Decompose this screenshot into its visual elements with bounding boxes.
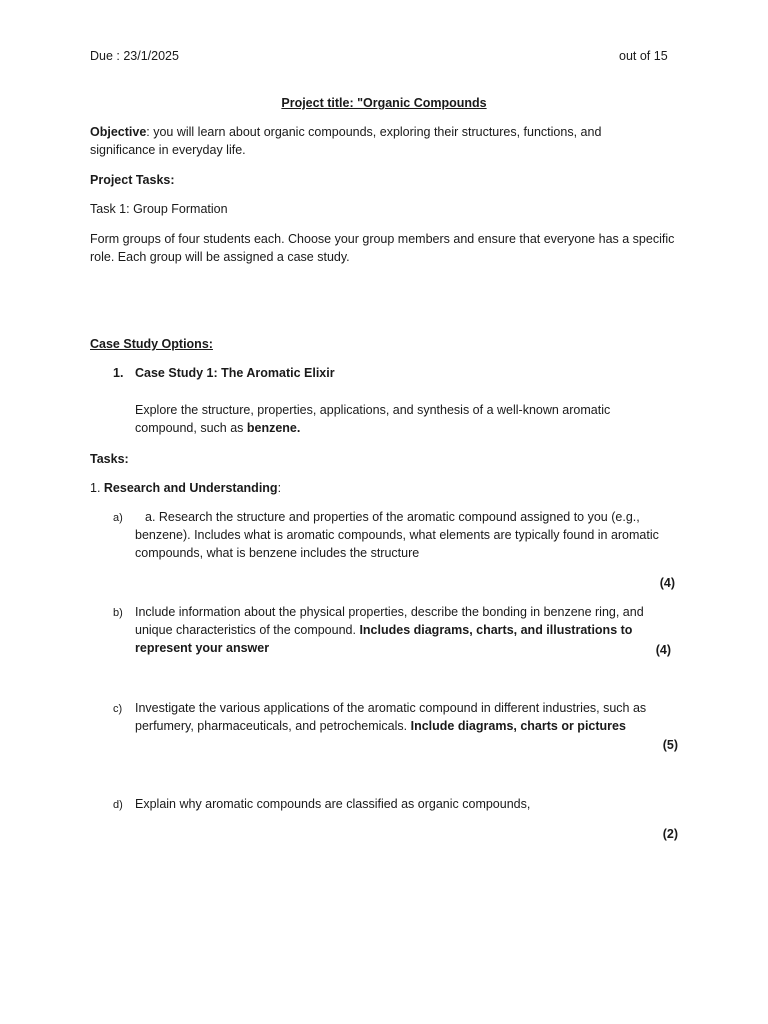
item-a-label: a) — [113, 512, 123, 524]
research-title: Research and Understanding — [103, 481, 278, 495]
item-d-marks: (2) — [662, 827, 678, 841]
research-number: 1. — [90, 481, 104, 495]
objective-paragraph — [90, 123, 630, 159]
item-d-label: d) — [113, 799, 123, 811]
item-b-label: b) — [113, 607, 123, 619]
case-study-number: 1. — [113, 366, 124, 380]
due-date: Due : 23/1/2025 — [90, 49, 179, 63]
research-colon: : — [277, 481, 282, 495]
total-marks: out of 15 — [619, 49, 668, 63]
task1-heading: Task 1: Group Formation — [90, 202, 228, 216]
research-heading — [90, 479, 281, 497]
item-c-label: c) — [113, 703, 123, 715]
item-a-text: a. Research the structure and properties of the aromatic compound assigned to you (e.g., benzene). Includes what is aromatic compounds, what elements are typically found in aromatic compounds, what is benzene includes the structure — [135, 510, 659, 560]
item-c-text — [135, 699, 663, 735]
task1-text: Form groups of four students each. Choose your group members and ensure that everyone has a specific role. Each group will be assigned a case study. — [90, 232, 675, 264]
item-b-text-plain: Include information about the physical properties, describe the bonding in benzene ring, and unique characteristics of the compound. — [135, 605, 644, 637]
case-study-compound: benzene. — [246, 421, 301, 435]
item-c-text-plain: Investigate the various applications of the aromatic compound in different industries, such as perfumery, pharmaceuticals, and petrochemicals. — [135, 701, 647, 733]
item-d-text: Explain why aromatic compounds are classified as organic compounds, — [135, 797, 531, 811]
objective-text: : you will learn about organic compounds, exploring their structures, functions, and significance in everyday life. — [90, 125, 602, 157]
item-c-text-bold: Include diagrams, charts or pictures — [410, 719, 626, 733]
item-b-marks: (4) — [655, 643, 671, 657]
case-study-title: Case Study 1: The Aromatic Elixir — [135, 366, 335, 380]
item-a-marks: (4) — [659, 576, 675, 590]
case-study-description — [135, 401, 635, 437]
case-study-description-text: Explore the structure, properties, applications, and synthesis of a well-known aromatic compound, such as — [135, 403, 611, 435]
item-b-text — [135, 603, 663, 657]
objective-label: Objective — [90, 125, 147, 139]
item-b-text-bold: Includes diagrams, charts, and illustrations to represent your answer — [135, 623, 633, 655]
item-c-marks: (5) — [662, 738, 678, 752]
page-title: Project title: "Organic Compounds — [281, 96, 487, 110]
case-study-heading: Case Study Options: — [90, 337, 213, 351]
project-tasks-label: Project Tasks: — [90, 173, 175, 187]
tasks-label: Tasks: — [90, 452, 129, 466]
